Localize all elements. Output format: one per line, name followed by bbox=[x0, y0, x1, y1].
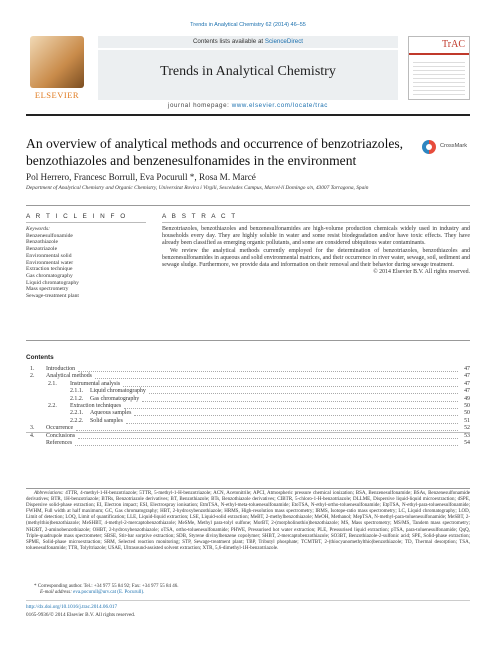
toc-number: 2.2. bbox=[48, 402, 57, 409]
email-note bbox=[40, 590, 470, 595]
toc-page: 49 bbox=[464, 395, 470, 402]
keyword: Gas chromatography bbox=[26, 272, 73, 279]
keyword: Benzotriazole bbox=[26, 246, 58, 253]
article-info-heading: A R T I C L E I N F O bbox=[26, 213, 128, 220]
toc-number: 1. bbox=[30, 366, 35, 372]
abstract-body bbox=[162, 226, 470, 276]
toc-label: Liquid chromatography bbox=[90, 388, 146, 395]
corresponding-author-note: * Corresponding author. Tel.: +34 977 55 84 92; Fax: +34 977 55 84 46. bbox=[34, 584, 179, 589]
divider bbox=[26, 600, 470, 601]
toc-page: 47 bbox=[464, 366, 470, 372]
contents-available-line: Contents lists available at ScienceDirect bbox=[98, 36, 398, 48]
toc-row[interactable] bbox=[26, 388, 470, 395]
abbreviations-text: 4TTR, 4-methyl-1-H-benzotriazole; 5TTR, 5-methyl-1-H-benzotriazole; ACN, Acetonitrile; APCI, Atmospheric pressure chemical ionization; BSA, Benzenesulfonamide; BSAs, Benzenesulfonamide derivatives; BTR, 1H-benzotriazole; BTRs, Benzotriazole derivatives; BT, Benzothiazole; BTs, Benzothiazole derivatives; CIBTR, 5-chloro-1-H-benzotriazole; DLLME, Dispersive liquid-liquid microextraction; dSPE, Dispersive solid-phase extraction; EI, Electron impact; ESI, Electrospray ionisation; EtmTSA, N-ethyl-meta-toluenesulfonamide; EtoTSA, N-ethyl-ortho-toluenesulfonamide; EtpTSA, N-ethyl-para-toluenesulfonamide; FWHM, Full width at half maximum; GC, Gas chromatography; HBT, 2-hydroxybenzothiazole; HRMS, High-resolution mass spectrometry; IRMS, Isotope-ratio mass spectrometry; LC, Liquid chromatography; LOD, Limit of detection; LOQ, Limit of quantification; LLE, Liquid-liquid extraction; LSE, Liquid-solid extraction; MeBT, 2-methylbenzothiazole; MeOH, Methanol; MepTSA, N-methyl-para-toluenesulfonamide; MeSBT, 2-(methylthio)benzothiazole; MeSHBT, 4-methyl-2-mercaptobenzothiazole; MeSMe, Methyl para-tolyl sulfone; MorBT, 2-(morpholinothio)benzothiazole; MS, Mass spectrometry; MS/MS, Tandem mass spectrometry; NH2BT, 2-aminobenzothiazole; OHBT, 2-hydroxybenzothiazole; oTSA, ortho-toluenesulfonamide; PHWE, Pressurised hot water extraction; PLE, Pressurised liquid extraction; pTSA, para-toluenesulfonamide; QqQ, Triple-quadrupole mass spectrometer; SBSE, Stir-bar sorptive extraction; SDB, Styrene divinylbenzene copolymer; SHBT, 2-mercaptobenzothiazole; SO3BT, Benzothiazole-2-sulfonic acid; SPE, Solid-phase extraction; SPME, Solid-phase microextraction; SRM, Selected reaction monitoring; STP, Sewage-treatment plant; TBP, Tributyl phosphate; TCMTBT, 2-(thiocyanomethylthio)benzothiazole; TD, Thermal desorption; TSA, toluenesulfonamide; TTR, Tolyltriazole; USAE, Ultrasound-assisted solvent extraction; XTR, 5,6-dimethyl-1H-benzotriazole. bbox=[26, 491, 470, 551]
toc-page: 53 bbox=[464, 432, 470, 439]
journal-reference[interactable]: Trends in Analytical Chemistry 62 (2014) 46–55 bbox=[190, 22, 306, 28]
toc-label: Solid samples bbox=[90, 417, 123, 424]
cover-body bbox=[413, 59, 465, 97]
toc-label: Gas chromatography bbox=[90, 395, 140, 402]
keyword: Environmental water bbox=[26, 259, 74, 266]
toc-row[interactable] bbox=[26, 403, 470, 410]
toc-page: 47 bbox=[464, 373, 470, 380]
toc-page: 51 bbox=[464, 417, 470, 424]
author-list: Pol Herrero, Francesc Borrull, Eva Pocurull *, Rosa M. Marcé bbox=[26, 172, 256, 182]
toc-page: 52 bbox=[464, 425, 470, 432]
elsevier-logo[interactable] bbox=[26, 34, 88, 102]
keywords-label: Keywords: bbox=[26, 226, 51, 232]
toc-label: Conclusions bbox=[46, 432, 76, 439]
journal-cover-thumbnail[interactable] bbox=[408, 36, 470, 100]
abbreviations-footnote bbox=[26, 491, 470, 552]
toc-row[interactable] bbox=[26, 410, 470, 417]
masthead-divider bbox=[26, 114, 470, 116]
keyword: Sewage-treatment plant bbox=[26, 293, 79, 300]
article-title: An overview of analytical methods and occurrence of benzotriazoles, benzothiazoles and benzenesulfonamides in the environment bbox=[26, 136, 404, 168]
toc-row[interactable] bbox=[26, 440, 470, 447]
toc-row[interactable] bbox=[26, 396, 470, 403]
toc-page: 50 bbox=[464, 402, 470, 409]
toc-leader-dots bbox=[134, 415, 458, 416]
contents-heading: Contents bbox=[26, 354, 54, 361]
keyword: Extraction technique bbox=[26, 266, 73, 273]
toc-label: Occurrence bbox=[46, 425, 74, 432]
toc-label: References bbox=[46, 439, 73, 446]
divider bbox=[162, 222, 470, 223]
toc-page: 50 bbox=[464, 410, 470, 417]
toc-label: Introduction bbox=[46, 366, 76, 372]
toc-page: 54 bbox=[464, 439, 470, 446]
abstract-paragraph: We review the analytical methods currently employed for the determination of benzotriazoles, benzothiazoles and benzenesulfonamides in aqueous and solid environmental matrices, and their occurrence in river water, sewage, soil, sediment and sewage sludge. Furthermore, we provide data and information on their removal and their behavior during sewage treatment. bbox=[162, 247, 470, 269]
abstract-paragraph: Benzotriazoles, benzothiazoles and benzenesulfonamides are high-volume production chemicals widely used in industry and households every day. They are highly soluble in water and some resist biodegradation and/or have toxic effects. They have already been classified as emerging organic pollutants, and some are considered ubiquitous water contaminants. bbox=[162, 226, 470, 247]
keyword: Benzothiazole bbox=[26, 239, 58, 246]
toc-number: 2.1.2. bbox=[70, 395, 84, 402]
elsevier-wordmark: ELSEVIER bbox=[34, 90, 80, 100]
keyword: Environmental solid bbox=[26, 252, 72, 259]
sciencedirect-link[interactable]: ScienceDirect bbox=[264, 38, 304, 45]
toc-number: 2.2.2. bbox=[70, 417, 84, 424]
toc-row[interactable] bbox=[26, 373, 470, 380]
keyword: Mass spectrometry bbox=[26, 286, 69, 293]
table-of-contents bbox=[26, 366, 470, 447]
issn-line: 0165-9936/© 2014 Elsevier B.V. All rights reserved. bbox=[26, 612, 136, 618]
toc-page: 47 bbox=[464, 388, 470, 395]
journal-homepage-line: journal homepage: www.elsevier.com/locate/trac bbox=[167, 102, 328, 109]
keyword: Liquid chromatography bbox=[26, 279, 79, 286]
footnote-divider bbox=[26, 488, 470, 489]
divider bbox=[26, 432, 470, 433]
divider bbox=[26, 205, 470, 206]
affiliation: Department of Analytical Chemistry and Organic Chemistry, Universitat Rovira i Virgili, Sescelades Campus, Marcel·lí Domingo s/n, 43007 Tarragona, Spain bbox=[26, 185, 369, 191]
toc-leader-dots bbox=[124, 408, 458, 409]
toc-leader-dots bbox=[142, 401, 458, 402]
toc-label: Extraction techniques bbox=[70, 402, 122, 409]
toc-leader-dots bbox=[75, 445, 458, 446]
toc-label: Analytical methods bbox=[46, 373, 92, 380]
copyright-line: © 2014 Elsevier B.V. All rights reserved. bbox=[373, 269, 470, 276]
email-label: E-mail address: bbox=[40, 590, 72, 595]
toc-row[interactable] bbox=[26, 381, 470, 388]
abbreviations-label: Abbreviations: bbox=[34, 491, 64, 496]
toc-number: 2.2.1. bbox=[70, 410, 84, 417]
divider bbox=[26, 222, 146, 223]
toc-label: Aqueous samples bbox=[90, 410, 132, 417]
divider bbox=[26, 340, 470, 341]
toc-label: Instrumental analysis bbox=[70, 380, 121, 387]
toc-row[interactable] bbox=[26, 418, 470, 425]
keyword: Benzenesulfonamide bbox=[26, 232, 73, 239]
toc-number: 2.1. bbox=[48, 380, 57, 387]
crossmark-badge[interactable] bbox=[420, 138, 470, 158]
toc-leader-dots bbox=[95, 378, 458, 379]
toc-row[interactable] bbox=[26, 433, 470, 440]
toc-number: 2.1.1. bbox=[70, 388, 84, 395]
toc-leader-dots bbox=[76, 430, 458, 431]
toc-leader-dots bbox=[78, 438, 458, 439]
journal-masthead bbox=[26, 34, 470, 116]
toc-leader-dots bbox=[78, 371, 458, 372]
journal-title-box bbox=[98, 50, 398, 100]
toc-number: 3. bbox=[30, 425, 35, 432]
email-link[interactable]: eva.pocurull@urv.cat (E. Pocurull). bbox=[71, 590, 145, 595]
doi-link[interactable]: http://dx.doi.org/10.1016/j.trac.2014.06.017 bbox=[26, 604, 118, 610]
toc-number: 2. bbox=[30, 373, 35, 380]
keywords-block bbox=[26, 226, 151, 300]
toc-leader-dots bbox=[123, 386, 458, 387]
toc-page: 47 bbox=[464, 380, 470, 387]
toc-leader-dots bbox=[126, 423, 458, 424]
elsevier-tree-icon bbox=[30, 36, 84, 88]
toc-leader-dots bbox=[149, 393, 458, 394]
crossmark-icon bbox=[422, 140, 436, 154]
journal-title: Trends in Analytical Chemistry bbox=[160, 64, 336, 79]
toc-number: 4. bbox=[30, 432, 35, 439]
cover-title: TrAC bbox=[409, 37, 469, 55]
homepage-link[interactable]: www.elsevier.com/locate/trac bbox=[231, 102, 328, 109]
toc-row[interactable] bbox=[26, 366, 470, 373]
abstract-heading: A B S T R A C T bbox=[162, 213, 238, 220]
crossmark-label: CrossMark bbox=[440, 143, 468, 149]
